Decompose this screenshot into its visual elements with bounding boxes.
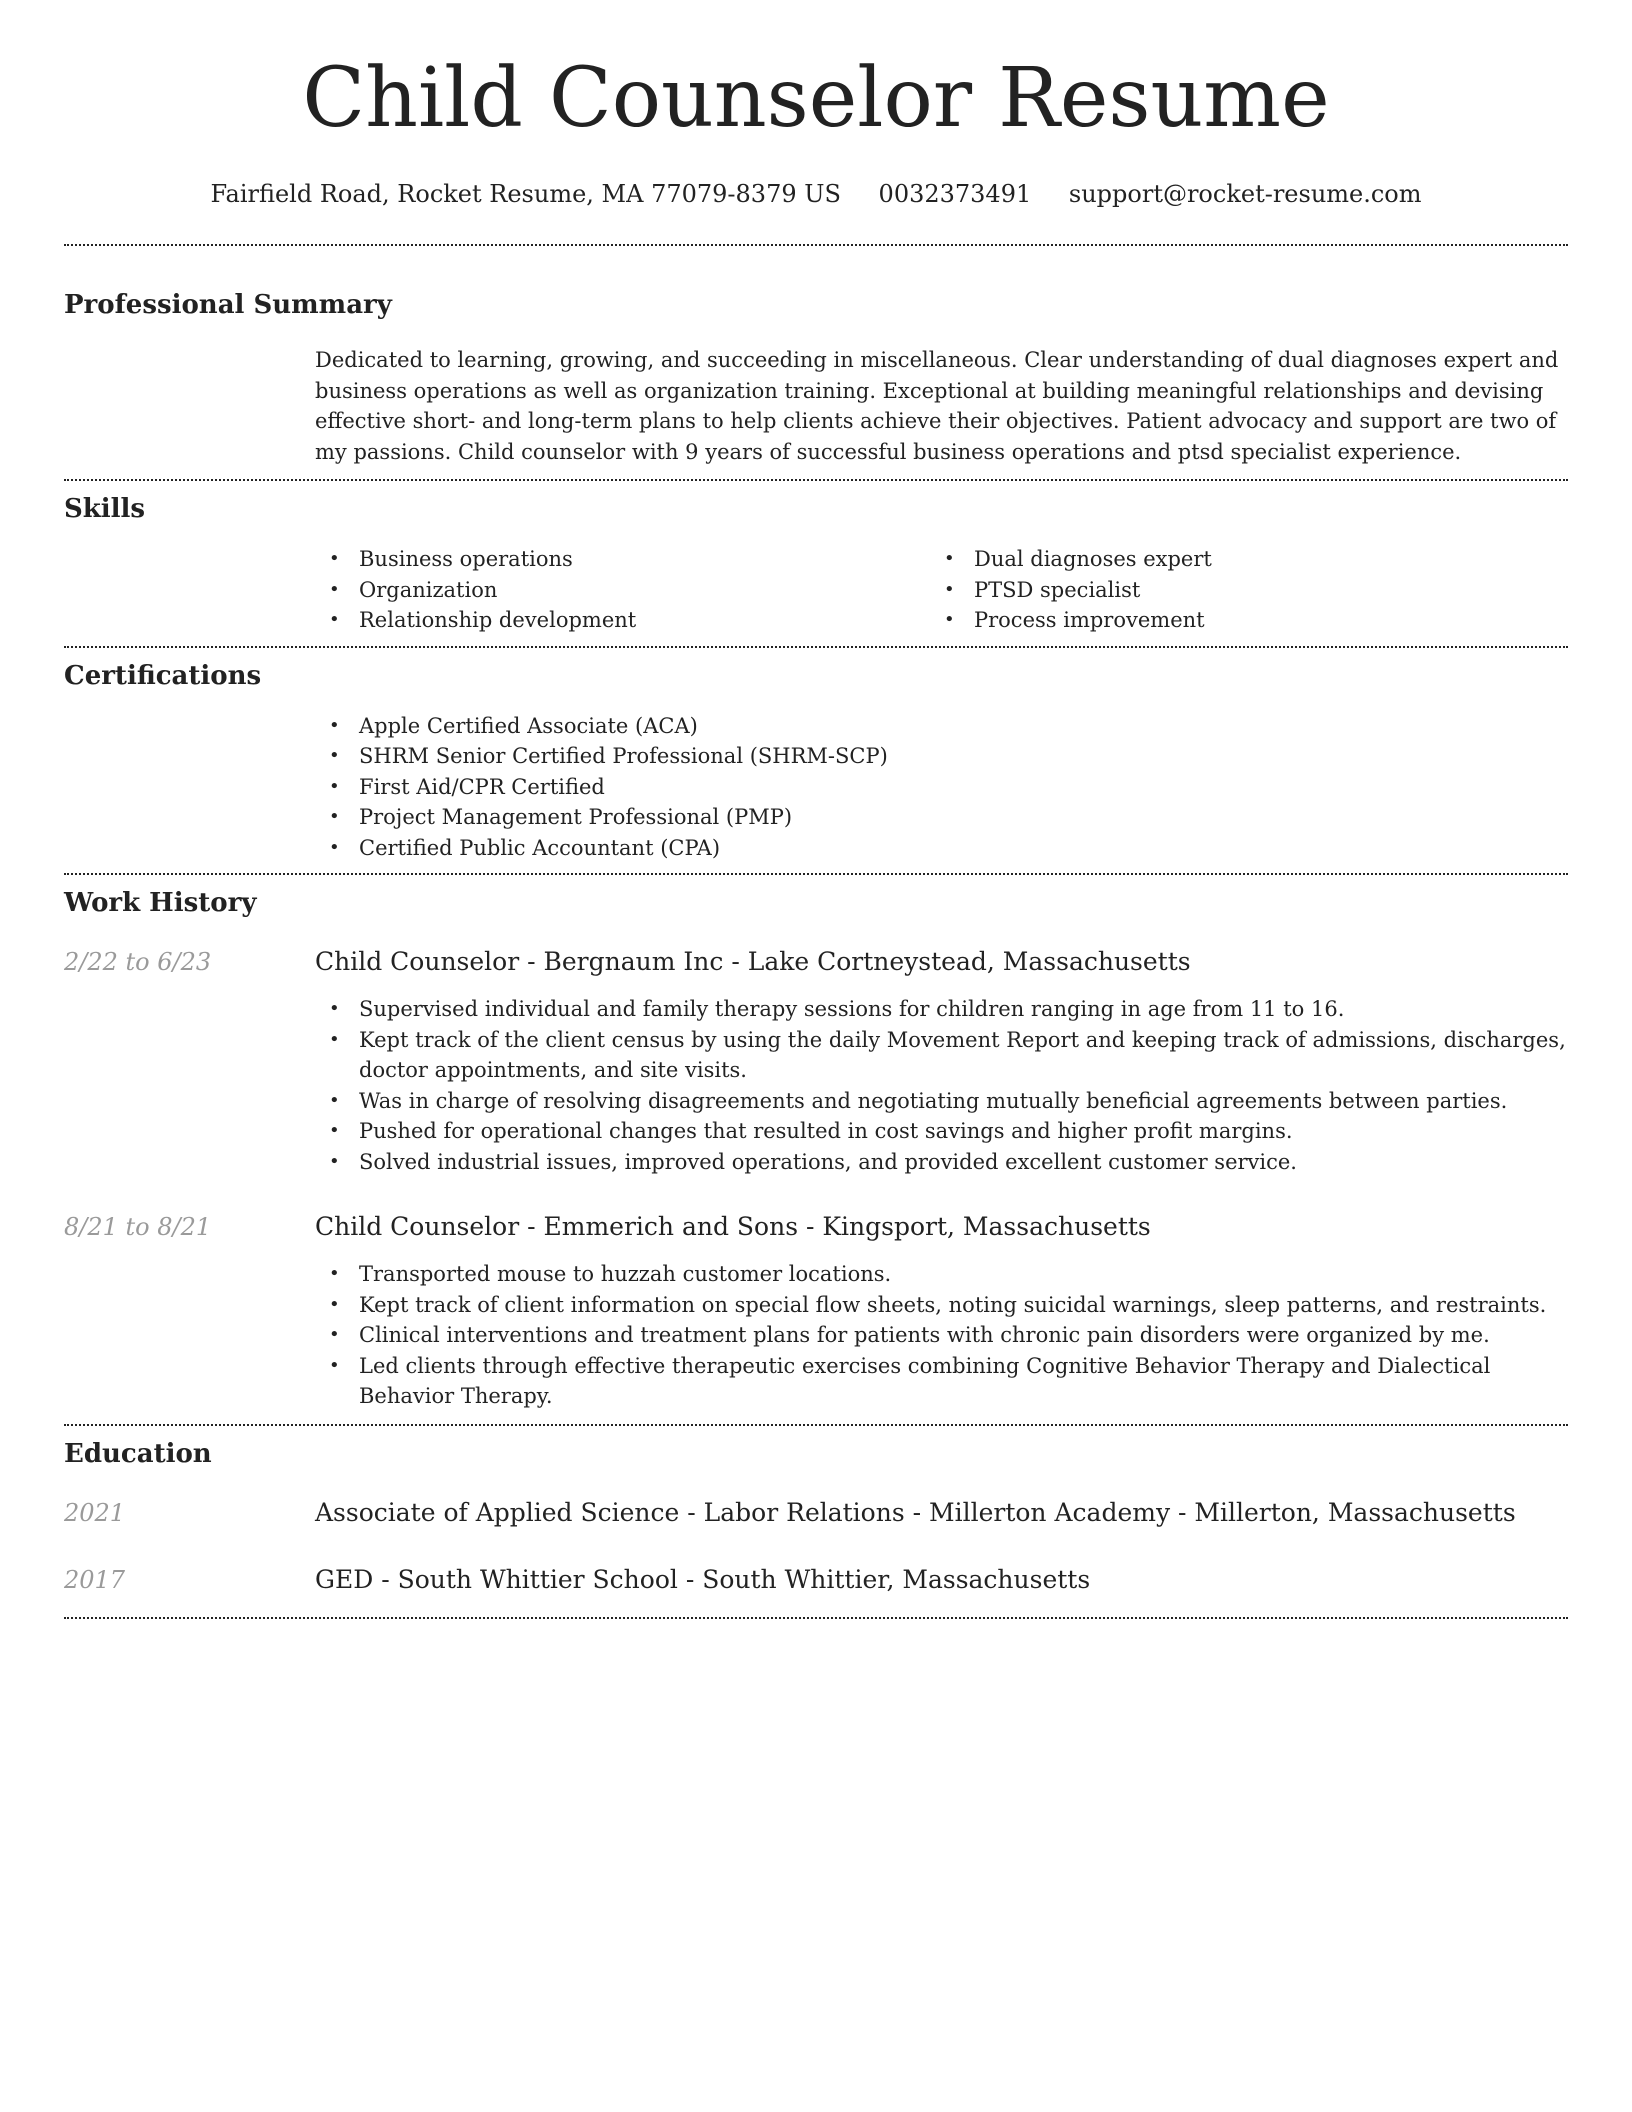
contact-line [64,182,1568,206]
divider [64,646,1568,648]
education-title: GED - South Whittier School - South Whittier, Massachusetts [315,1564,1091,1594]
education-date: 2021 [64,1498,126,1527]
education-entry [64,1497,1568,1527]
education-section [64,1438,1568,1594]
job-title: Child Counselor - Bergnaum Inc - Lake Cortneystead, Massachusetts [315,947,1191,976]
skills-list [315,544,1568,636]
list-item: • SHRM Senior Certified Professional (SHRM-SCP) [315,741,1568,772]
work-history-section [64,890,1568,1412]
divider [64,479,1568,481]
list-item: • Pushed for operational changes that resulted in cost savings and higher profit margins. [315,1116,1568,1147]
certifications-list [315,711,1568,864]
list-item: • Organization [315,575,930,606]
job-duties [315,994,1568,1177]
list-item: • Led clients through effective therapeutic exercises combining Cognitive Behavior Therapy and Dialectical Behavior Therapy. [315,1351,1568,1412]
work-history-heading: Work History [64,888,257,918]
education-entry [64,1564,1568,1594]
education-title: Associate of Applied Science - Labor Relations - Millerton Academy - Millerton, Massachusetts [315,1497,1516,1527]
contact-address: Fairfield Road, Rocket Resume, MA 77079-8379 US [210,180,841,208]
summary-heading: Professional Summary [64,290,392,320]
divider [64,1424,1568,1426]
list-item: • Certified Public Accountant (CPA) [315,833,1568,864]
list-item: • Project Management Professional (PMP) [315,802,1568,833]
divider [64,873,1568,875]
summary-section [64,292,1568,467]
skills-section [64,496,1568,636]
education-heading: Education [64,1438,212,1469]
education-date: 2017 [64,1565,126,1594]
list-item: • Kept track of the client census by using the daily Movement Report and keeping track of admissions, discharges, doctor appointments, and site visits. [315,1025,1568,1086]
divider [64,1617,1568,1619]
list-item: • First Aid/CPR Certified [315,772,1568,803]
summary-text: Dedicated to learning, growing, and succeeding in miscellaneous. Clear understanding of dual diagnoses expert and business operations as well as organization training. Exceptional at building meaningful relationships and devising effective short- and long-term plans to help clients achieve their objectives. Patient advocacy and support are two of my passions. Child counselor with 9 years of successful business operations and ptsd specialist experience. [315,348,1559,464]
skills-column-left [315,544,930,636]
list-item: • Relationship development [315,605,930,636]
job-duties [315,1259,1568,1412]
job-entry [64,1214,1568,1239]
list-item: • Dual diagnoses expert [930,544,1545,575]
contact-phone: 0032373491 [878,180,1032,208]
job-title: Child Counselor - Emmerich and Sons - Kingsport, Massachusetts [315,1212,1151,1241]
list-item: • Process improvement [930,605,1545,636]
list-item: • Supervised individual and family therapy sessions for children ranging in age from 11 to 16. [315,994,1568,1025]
list-item: • Solved industrial issues, improved operations, and provided excellent customer service. [315,1147,1568,1178]
divider [64,244,1568,246]
resume-title: Child Counselor Resume [302,51,1330,146]
contact-email: support@rocket-resume.com [1068,180,1422,208]
list-item: • Was in charge of resolving disagreements and negotiating mutually beneficial agreements between parties. [315,1086,1568,1117]
job-date: 2/22 to 6/23 [64,948,212,976]
certifications-heading: Certifications [64,660,262,691]
skills-heading: Skills [64,494,146,524]
job-date: 8/21 to 8/21 [64,1213,212,1241]
list-item: • PTSD specialist [930,575,1545,606]
list-item: • Clinical interventions and treatment plans for patients with chronic pain disorders were organized by me. [315,1320,1568,1351]
list-item: • Business operations [315,544,930,575]
skills-column-right [930,544,1545,636]
list-item: • Transported mouse to huzzah customer locations. [315,1259,1568,1290]
list-item: • Apple Certified Associate (ACA) [315,711,1568,742]
list-item: • Kept track of client information on special flow sheets, noting suicidal warnings, sleep patterns, and restraints. [315,1290,1568,1321]
job-entry [64,949,1568,974]
resume-page [64,0,1568,1619]
certifications-section [64,660,1568,864]
